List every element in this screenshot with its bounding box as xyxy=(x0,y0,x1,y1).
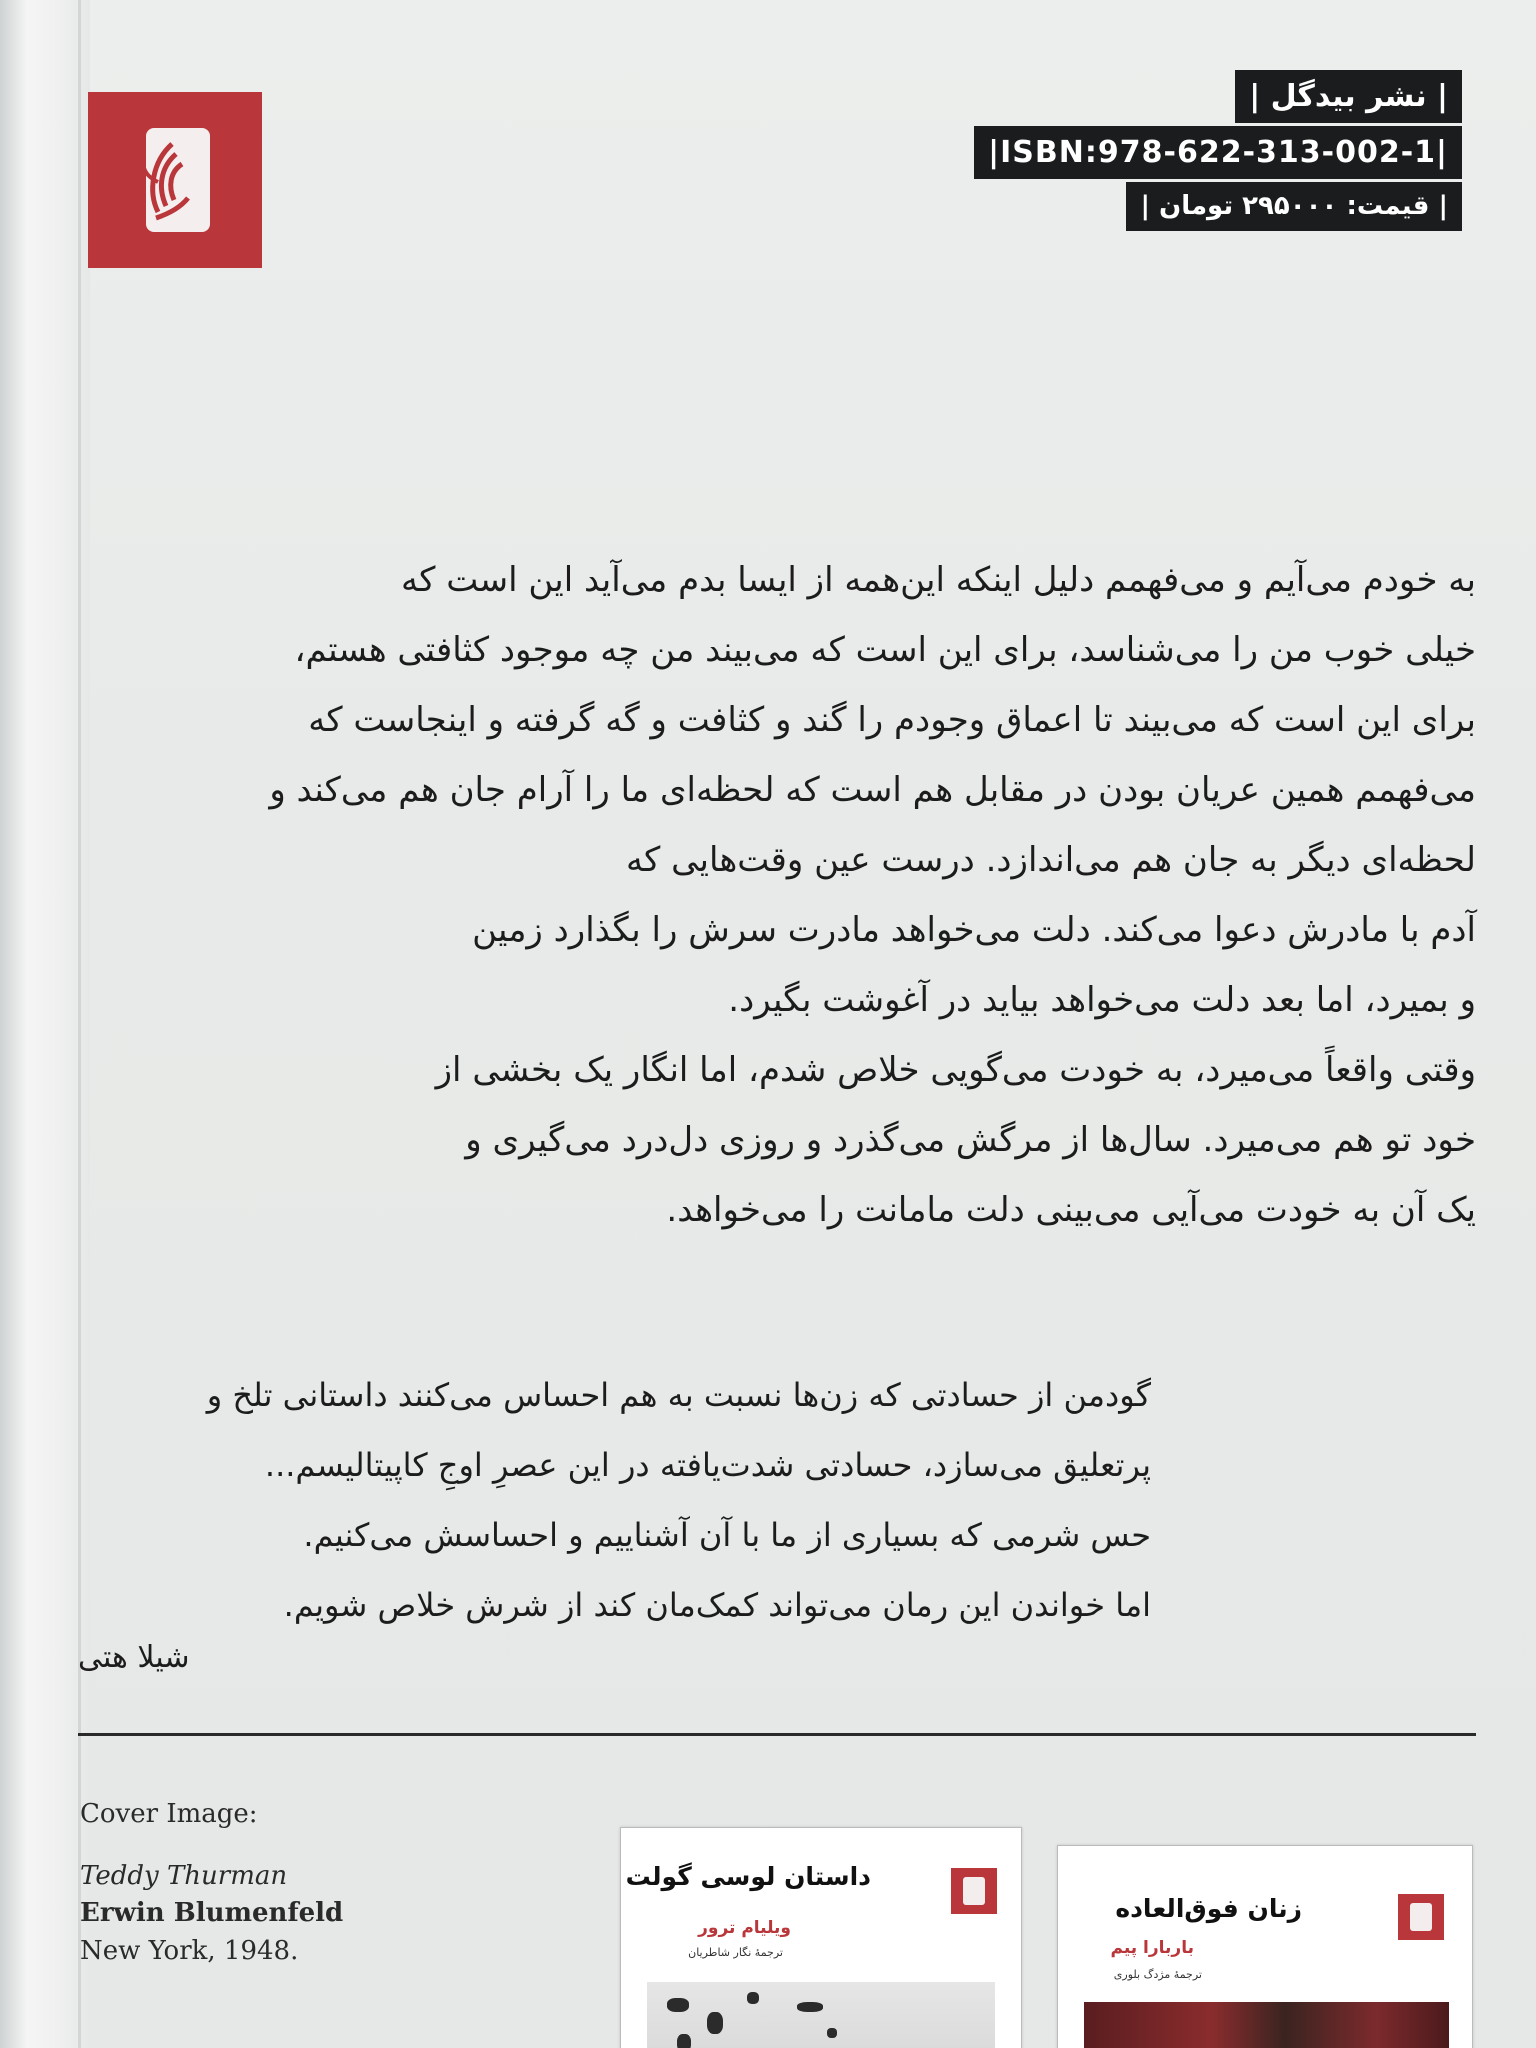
credits-photographer: Erwin Blumenfeld xyxy=(80,1898,344,1929)
price: | قیمت: ۲۹۵۰۰۰ تومان | xyxy=(1126,182,1462,231)
publisher-name: | نشر بیدگل | xyxy=(1235,70,1462,123)
quote-author: شیلا هتی xyxy=(78,1640,190,1675)
blurb-line: می‌فهمم همین عریان بودن در مقابل هم است که لحظه‌ای ما را آرام جان هم می‌کند و xyxy=(269,770,1476,810)
blurb-line: وقتی واقعاً می‌میرد، به خودت می‌گویی خلاص شدم، اما انگار یک بخشی از xyxy=(435,1050,1476,1090)
credits-place-year: New York, 1948. xyxy=(80,1936,299,1967)
related-book-author: باربارا پیم xyxy=(1110,1938,1194,1958)
review-quote xyxy=(70,1360,1151,1640)
related-book-translator: ترجمهٔ نگار شاطریان xyxy=(688,1946,783,1959)
butterfly-book-logo-icon xyxy=(128,122,224,238)
credits-label: Cover Image: xyxy=(80,1799,258,1829)
related-book-card xyxy=(1057,1845,1473,2048)
spine-fold-line xyxy=(78,0,81,2048)
section-divider xyxy=(78,1733,1476,1736)
publisher-info-box xyxy=(974,70,1462,238)
blurb-line: خود تو هم می‌میرد. سال‌ها از مرگش می‌گذرد و روزی دل‌درد می‌گیری و xyxy=(465,1120,1476,1160)
publisher-logo xyxy=(88,92,262,268)
blurb-line: و بمیرد، اما بعد دلت می‌خواهد بیاید در آغوشت بگیرد. xyxy=(728,980,1476,1020)
blurb-excerpt xyxy=(200,545,1476,1245)
blurb-line: برای این است که می‌بیند تا اعماق وجودم را گند و کثافت و گه گرفته و اینجاست که xyxy=(308,700,1476,740)
publisher-mini-logo-icon xyxy=(951,1868,997,1914)
related-book-translator: ترجمهٔ مژدگ بلوری xyxy=(1113,1968,1202,1981)
blurb-line: یک آن به خودت می‌آیی می‌بینی دلت مامانت را می‌خواهد. xyxy=(666,1190,1476,1230)
related-book-title: داستان لوسی گولت xyxy=(625,1862,871,1891)
blurb-line: آدم با مادرش دعوا می‌کند. دلت می‌خواهد مادرت سرش را بگذارد زمین xyxy=(472,910,1476,950)
related-book-cover-art xyxy=(647,1982,995,2048)
quote-line: اما خواندن این رمان می‌تواند کمک‌مان کند از شرش خلاص شویم. xyxy=(283,1586,1151,1624)
quote-line: پرتعلیق می‌سازد، حسادتی شدت‌یافته در این عصرِ اوجِ کاپیتالیسم... xyxy=(264,1446,1151,1484)
blurb-line: خیلی خوب من را می‌شناسد، برای این است که می‌بیند من چه موجود کثافتی هستم، xyxy=(294,630,1476,670)
quote-line: گودمن از حسادتی که زن‌ها نسبت به هم احساس می‌کنند داستانی تلخ و xyxy=(206,1376,1151,1414)
publisher-mini-logo-icon xyxy=(1398,1894,1444,1940)
spine-edge xyxy=(0,0,90,2048)
isbn: |ISBN:978-622-313-002-1| xyxy=(974,126,1462,179)
blurb-line: لحظه‌ای دیگر به جان هم می‌اندازد. درست عین وقت‌هایی که xyxy=(625,840,1476,880)
related-book-cover-art xyxy=(1084,2002,1449,2048)
blurb-line: به خودم می‌آیم و می‌فهمم دلیل اینکه این‌همه از ایسا بدم می‌آید این است که xyxy=(401,560,1476,600)
credits-model: Teddy Thurman xyxy=(80,1860,288,1891)
related-book-title: زنان فوق‌العاده xyxy=(1115,1894,1302,1923)
related-book-author: ویلیام ترور xyxy=(698,1918,791,1938)
quote-line: حس شرمی که بسیاری از ما با آن آشناییم و احساسش می‌کنیم. xyxy=(303,1516,1151,1554)
related-book-card xyxy=(620,1827,1022,2048)
cover-image-credits xyxy=(80,1796,343,1971)
